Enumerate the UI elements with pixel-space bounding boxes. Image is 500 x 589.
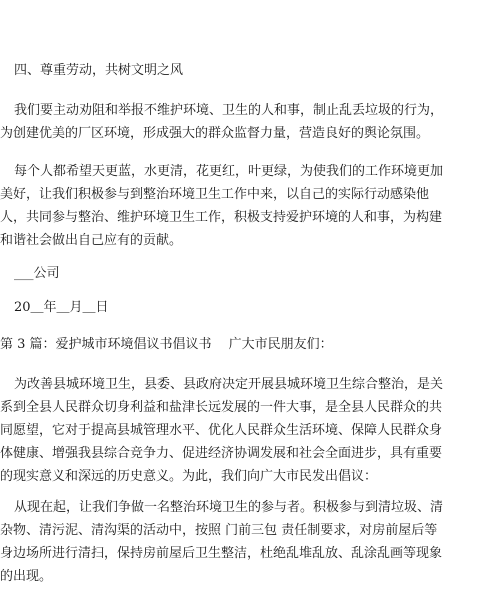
paragraph-3-line-3: 同愿望，它对于提高县城管理水平、优化人民群众生活环境、保障人民群众身 (0, 423, 443, 438)
paragraph-3-line-1: 为改善县城环境卫生，县委、县政府决定开展县城环境卫生综合整治，是关 (14, 377, 444, 392)
paragraph-1-line-1: 我们要主动劝阻和举报不维护环境、卫生的人和事，制止乱丢垃圾的行为， (14, 103, 444, 118)
paragraph-4-line-3: 身边场所进行清扫，保持房前屋后卫生整洁，杜绝乱堆乱放、乱涂乱画等现象 (0, 546, 443, 561)
paragraph-3-line-2: 系到全县人民群众切身利益和盐津长远发展的一件大事，是全县人民群众的共 (0, 400, 443, 415)
paragraph-4-line-1: 从现在起，让我们争做一名整治环境卫生的参与者。积极参与到清垃圾、清 (14, 500, 444, 515)
paragraph-2-line-3: 人，共同参与整治、维护环境卫生工作，积极支持爱护环境的人和事，为构建 (0, 210, 443, 225)
paragraph-3-line-4: 体健康、增强我县综合竞争力、促进经济协调发展和社会全面进步，具有重要 (0, 446, 443, 461)
paragraph-2-line-1: 每个人都希望天更蓝，水更清，花更红，叶更绿，为使我们的工作环境更加 (14, 164, 444, 179)
paragraph-3-line-5: 的现实意义和深远的历史意义。为此，我们向广大市民发出倡议： (0, 469, 378, 484)
paragraph-4-line-4: 的出现。 (0, 569, 53, 584)
date-line: 20＿年＿月＿日 (14, 300, 109, 315)
paragraph-1-line-2: 为创建优美的厂区环境，形成强大的群众监督力量，营造良好的舆论氛围。 (0, 126, 430, 141)
paragraph-2-line-2: 美好，让我们积极参与到整治环境卫生工作中来，以自己的实际行动感染他 (0, 187, 430, 202)
paragraph-4-line-2: 杂物、清污泥、清沟渠的活动中，按照 门前三包 责任制要求，对房前屋后等 (0, 523, 438, 538)
signature-line: ___公司 (14, 266, 60, 281)
article-3-title: 第 3 篇：爱护城市环境倡议书倡议书 广大市民朋友们： (0, 337, 333, 352)
paragraph-2-line-4: 和谐社会做出自己应有的贡献。 (0, 233, 183, 248)
section-heading: 四、尊重劳动，共树文明之风 (14, 63, 184, 78)
